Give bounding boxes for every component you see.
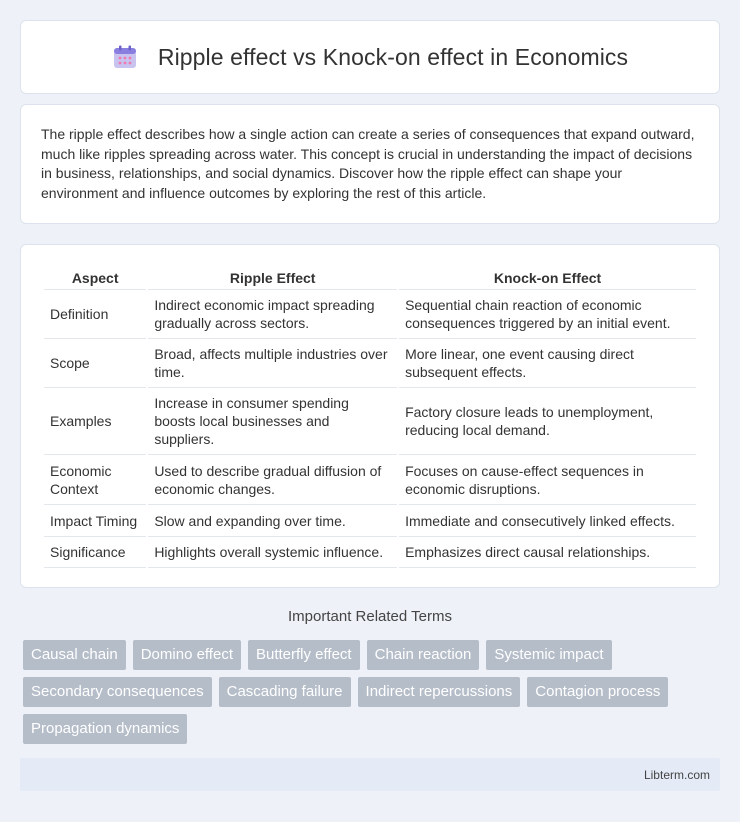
table-row (44, 388, 696, 455)
cell-knock-on: Sequential chain reaction of economic consequences triggered by an initial event. (399, 290, 696, 339)
cell-knock-on: Emphasizes direct causal relationships. (399, 537, 696, 568)
title-wrap (112, 44, 628, 71)
cell-ripple: Used to describe gradual diffusion of economic changes. (148, 455, 397, 505)
tag-indirect-repercussions[interactable]: Indirect repercussions (358, 677, 521, 707)
tag-chain-reaction[interactable]: Chain reaction (367, 640, 480, 670)
footer (20, 758, 720, 791)
tag-contagion-process[interactable]: Contagion process (527, 677, 668, 707)
cell-aspect: Definition (44, 290, 146, 339)
table-row (44, 455, 696, 505)
cell-aspect: Economic Context (44, 455, 146, 505)
header-knock-on-effect: Knock-on Effect (399, 265, 696, 290)
tag-cascading-failure[interactable]: Cascading failure (219, 677, 351, 707)
cell-aspect: Significance (44, 537, 146, 568)
tag-systemic-impact[interactable]: Systemic impact (486, 640, 611, 670)
page-title: Ripple effect vs Knock-on effect in Economics (157, 43, 629, 70)
cell-aspect: Impact Timing (44, 505, 146, 537)
tag-secondary-consequences[interactable]: Secondary consequences (23, 677, 212, 707)
table-row (44, 537, 696, 568)
tag-butterfly-effect[interactable]: Butterfly effect (248, 640, 360, 670)
footer-site-link[interactable]: Libterm.com (643, 767, 710, 782)
table-row (44, 290, 696, 339)
comparison-table (42, 265, 698, 568)
cell-knock-on: Focuses on cause-effect sequences in economic disruptions. (399, 455, 696, 505)
comparison-card (20, 244, 720, 588)
header-aspect: Aspect (44, 265, 146, 290)
cell-knock-on: More linear, one event causing direct subsequent effects. (399, 339, 696, 388)
cell-knock-on: Immediate and consecutively linked effects. (399, 505, 696, 537)
cell-ripple: Slow and expanding over time. (148, 505, 397, 537)
intro-paragraph: The ripple effect describes how a single action can create a series of consequences that expand outward, much like ripples spreading across water. This concept is crucial in understanding the impact of decisions in business, relationships, and social dynamics. Discover how the ripple effect can shape your environment and influence outcomes by exploring the rest of this article. (41, 126, 695, 201)
tag-causal-chain[interactable]: Causal chain (23, 640, 126, 670)
cell-ripple: Broad, affects multiple industries over time. (148, 339, 397, 388)
related-terms-tags (23, 640, 723, 744)
tag-domino-effect[interactable]: Domino effect (133, 640, 241, 670)
tag-propagation-dynamics[interactable]: Propagation dynamics (23, 714, 187, 744)
cell-aspect: Examples (44, 388, 146, 455)
header-ripple-effect: Ripple Effect (148, 265, 397, 290)
table-row (44, 505, 696, 537)
cell-aspect: Scope (44, 339, 146, 388)
cell-knock-on: Factory closure leads to unemployment, reducing local demand. (399, 388, 696, 455)
table-header-row (44, 265, 696, 290)
intro-card (20, 104, 720, 224)
cell-ripple: Highlights overall systemic influence. (148, 537, 397, 568)
title-card (20, 20, 720, 94)
calendar-icon (112, 44, 138, 70)
cell-ripple: Indirect economic impact spreading gradually across sectors. (148, 290, 397, 339)
related-terms-heading: Important Related Terms (288, 608, 452, 625)
cell-ripple: Increase in consumer spending boosts local businesses and suppliers. (148, 388, 397, 455)
table-row (44, 339, 696, 388)
